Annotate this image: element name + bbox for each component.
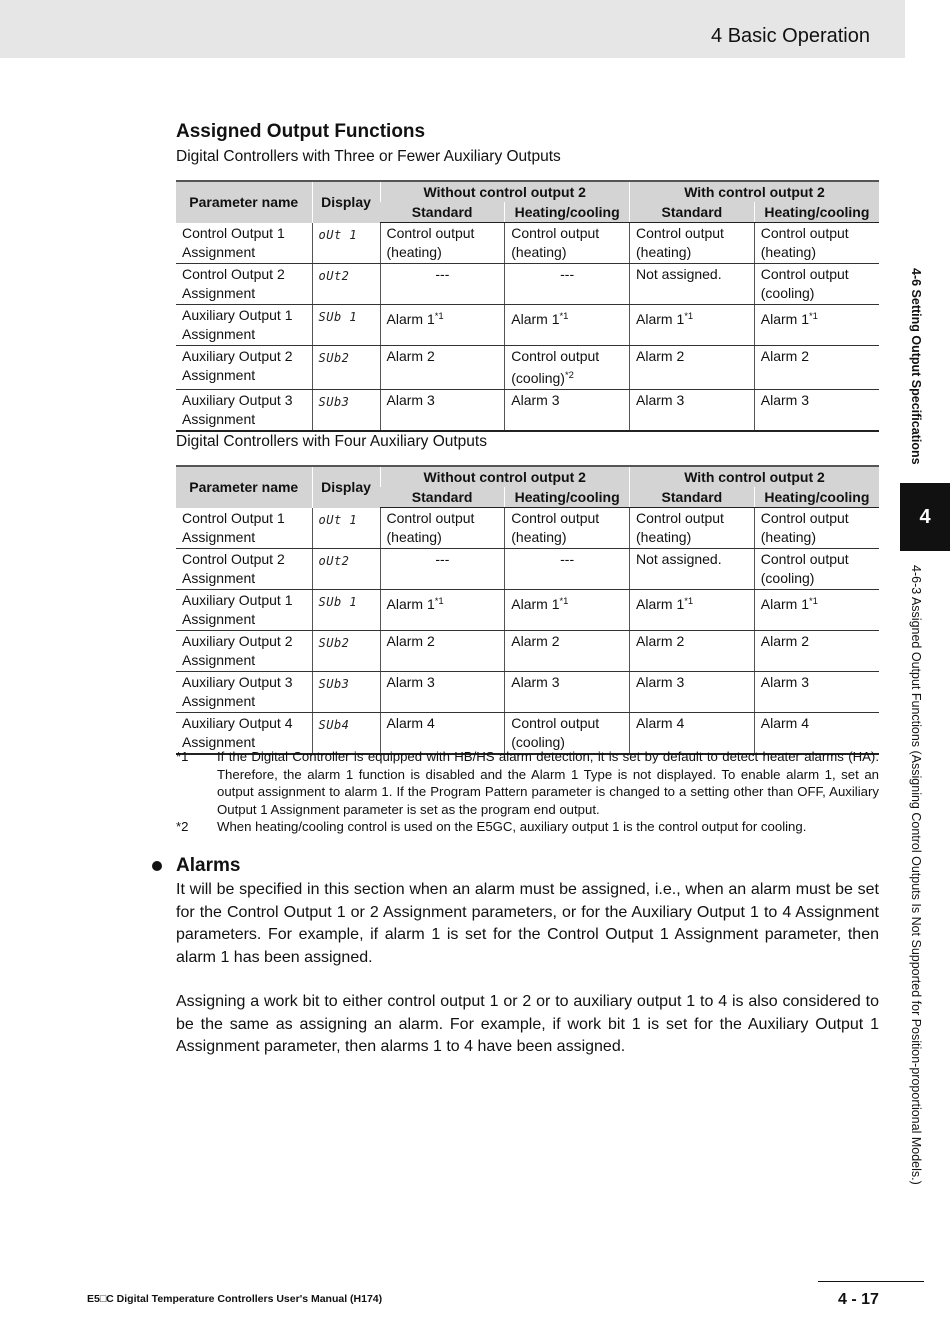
header-display: Display: [312, 466, 380, 508]
value-text: (cooling): [511, 370, 565, 386]
value-line: [761, 528, 873, 547]
value-line: [761, 284, 873, 303]
parameter-name-line: Control Output 2: [182, 266, 285, 282]
value-cell: [754, 390, 879, 432]
parameter-name-line: Assignment: [182, 528, 256, 545]
footnote-ref: *1: [434, 596, 444, 607]
header-with-control-output-2: With control output 2: [630, 181, 880, 202]
value-cell: [505, 508, 630, 549]
header-standard: Standard: [380, 202, 505, 223]
table-row: [176, 590, 879, 631]
value-text: Control output: [511, 715, 600, 731]
sidebar-subsection-label: 4-6-3 Assigned Output Functions (Assigning Control Outputs Is Not Supported for Position-proportional Models.): [909, 565, 923, 1185]
alarms-paragraph-1: It will be specified in this section when an alarm must be assigned, i.e., when an alarm must be set for the Control Output 1 or 2 Assignment parameters, or for the Auxiliary Output 1 to 4 Assignment parameters. For example, if alarm 1 is set for the Control Output 1 Assignment parameter, then alarm 1 has been assigned.: [176, 881, 879, 966]
table-row: [176, 223, 879, 264]
value-cell: [630, 672, 755, 713]
chapter-tab: 4: [900, 483, 950, 551]
value-cell: [754, 223, 879, 264]
value-line: [387, 224, 499, 243]
parameter-name-line: Assignment: [182, 243, 256, 260]
parameter-name-cell: [176, 346, 312, 390]
value-line: [761, 243, 873, 262]
value-text: Alarm 2: [636, 633, 685, 649]
value-cell: [630, 390, 755, 432]
chapter-title: 4 Basic Operation: [711, 25, 870, 47]
header-heating-cooling: Heating/cooling: [754, 202, 879, 223]
header-without-control-output-2: Without control output 2: [380, 466, 630, 487]
table-row: [176, 672, 879, 713]
value-text: Control output: [760, 266, 849, 282]
parameter-name-cell: [176, 264, 312, 305]
value-line: [636, 673, 748, 692]
parameter-name-cell: [176, 549, 312, 590]
parameter-name-cell: [176, 590, 312, 631]
value-text: (heating): [386, 529, 442, 545]
value-text: Alarm 1: [511, 596, 560, 612]
parameter-name-line: Assignment: [182, 734, 256, 750]
value-line: [761, 224, 873, 243]
footnote-mark: *1: [176, 749, 189, 764]
value-cell: [630, 305, 755, 346]
value-line: [636, 591, 748, 614]
table2-subtitle: Digital Controllers with Four Auxiliary Outputs: [176, 433, 487, 450]
value-line: [761, 714, 873, 733]
footnotes: [176, 748, 879, 836]
value-text: Alarm 2: [636, 348, 685, 364]
sidebar-section-label: 4-6 Setting Output Specifications: [909, 268, 923, 465]
value-cell: [505, 549, 630, 590]
value-cell: [505, 672, 630, 713]
table-body: [176, 508, 879, 755]
value-cell: [380, 390, 505, 432]
value-cell: [380, 590, 505, 631]
value-text: Alarm 4: [760, 715, 809, 731]
value-cell: [630, 346, 755, 390]
value-line: [511, 632, 623, 651]
display-code: SUb4: [312, 713, 380, 755]
value-cell: [380, 264, 505, 305]
value-line: [511, 714, 623, 733]
value-text: Control output: [760, 551, 849, 567]
value-cell: [630, 223, 755, 264]
value-cell: [630, 264, 755, 305]
parameter-name-cell: [176, 631, 312, 672]
value-line: [761, 591, 873, 614]
table-row: [176, 346, 879, 390]
value-line: [511, 243, 623, 262]
value-line: [636, 528, 748, 547]
value-text: Alarm 1: [386, 596, 435, 612]
table-row: [176, 631, 879, 672]
value-cell: [754, 631, 879, 672]
value-text: Control output: [636, 225, 724, 241]
value-line: [387, 243, 499, 262]
value-cell: [754, 305, 879, 346]
value-text: Alarm 3: [636, 674, 685, 690]
value-line: [511, 366, 623, 388]
parameter-name-line: Auxiliary Output 3: [182, 674, 293, 690]
value-line: [387, 509, 499, 528]
display-code: oUt 1: [312, 508, 380, 549]
table1-subtitle: Digital Controllers with Three or Fewer Auxiliary Outputs: [176, 148, 561, 165]
parameter-name-line: Control Output 1: [182, 224, 285, 241]
value-line: [511, 224, 623, 243]
footnote-mark: *2: [176, 819, 189, 835]
value-text: (heating): [511, 244, 567, 260]
parameter-name-line: Assignment: [182, 652, 256, 668]
value-cell: [754, 672, 879, 713]
value-text: Alarm 3: [511, 674, 560, 690]
header-parameter-name: Parameter name: [176, 466, 312, 508]
footnote-ref: *1: [684, 596, 694, 607]
value-cell: [380, 508, 505, 549]
alarms-heading-text: Alarms: [176, 855, 241, 876]
value-line: [636, 347, 748, 366]
value-line: [636, 509, 748, 528]
value-text: (heating): [636, 529, 692, 545]
value-line: [636, 714, 748, 733]
footnote-text: If the Digital Controller is equipped with HB/HS alarm detection, it is set by default to detect heater alarms (HA). Therefore, the alarm 1 function is disabled and the Alarm 1 Type is not displayed. To enable alarm 1, set an output assignment to alarm 1. If the Program Pattern parameter is changed to a setting other than OFF, Auxiliary Output 1 Assignment parameter is set as the program end output.: [217, 749, 879, 817]
parameter-name-line: Assignment: [182, 367, 256, 383]
value-cell: [754, 508, 879, 549]
value-text: Alarm 4: [636, 715, 685, 731]
value-line: [387, 632, 499, 651]
header-standard: Standard: [630, 202, 755, 223]
parameter-name-cell: [176, 508, 312, 549]
value-text: Alarm 3: [511, 392, 560, 408]
value-text: ---: [560, 551, 575, 567]
value-cell: [505, 390, 630, 432]
value-line: [387, 591, 499, 614]
header-without-control-output-2: Without control output 2: [380, 181, 630, 202]
display-code: SUb 1: [312, 590, 380, 631]
value-cell: [754, 264, 879, 305]
value-text: Alarm 1: [760, 596, 809, 612]
value-cell: [505, 631, 630, 672]
footnote-ref: *1: [684, 311, 694, 322]
value-cell: [505, 346, 630, 390]
value-line: [636, 243, 748, 262]
parameter-name-line: Assignment: [182, 570, 256, 586]
parameter-name-line: Auxiliary Output 2: [182, 348, 293, 364]
value-text: (heating): [386, 244, 442, 260]
value-text: Alarm 2: [760, 633, 809, 649]
footnote-ref: *1: [808, 311, 818, 322]
display-code: SUb2: [312, 631, 380, 672]
value-line: [636, 550, 748, 569]
value-text: Control output: [511, 225, 600, 241]
value-text: Alarm 2: [760, 348, 809, 364]
table-row: [176, 305, 879, 346]
value-text: Not assigned.: [636, 551, 722, 567]
value-text: Control output: [511, 510, 600, 526]
value-text: ---: [435, 551, 450, 567]
table-row: [176, 549, 879, 590]
parameter-name-line: Auxiliary Output 4: [182, 715, 293, 731]
value-line: [761, 265, 873, 284]
value-text: Control output: [386, 510, 475, 526]
parameter-name-line: Assignment: [182, 326, 256, 342]
value-line: [636, 632, 748, 651]
value-cell: [754, 346, 879, 390]
display-code: oUt2: [312, 549, 380, 590]
parameter-name-cell: [176, 305, 312, 346]
value-text: Alarm 2: [386, 633, 435, 649]
parameter-name-line: Assignment: [182, 693, 256, 709]
table-row: [176, 508, 879, 549]
value-line: [387, 550, 499, 569]
footnote-2: [176, 818, 879, 836]
value-line: [761, 509, 873, 528]
header-standard: Standard: [380, 487, 505, 508]
value-text: Alarm 1: [636, 311, 685, 327]
value-line: [387, 265, 499, 284]
value-cell: [380, 672, 505, 713]
footnote-text: When heating/cooling control is used on the E5GC, auxiliary output 1 is the control output for cooling.: [217, 819, 807, 835]
value-text: Alarm 2: [386, 348, 435, 364]
value-line: [387, 528, 499, 547]
value-cell: [380, 631, 505, 672]
page-number: 4 - 17: [838, 1291, 879, 1308]
value-line: [761, 632, 873, 651]
parameter-name-line: Auxiliary Output 1: [182, 592, 293, 608]
value-cell: [380, 346, 505, 390]
parameter-name-line: Control Output 1: [182, 509, 285, 526]
parameter-name-cell: [176, 223, 312, 264]
value-line: [387, 714, 499, 733]
value-cell: [630, 508, 755, 549]
value-line: [511, 391, 623, 410]
assignment-table-three-aux: [176, 180, 879, 432]
value-line: [511, 591, 623, 614]
value-text: Alarm 3: [760, 674, 809, 690]
value-text: Alarm 3: [760, 392, 809, 408]
value-text: Alarm 1: [760, 311, 809, 327]
value-cell: [630, 631, 755, 672]
display-code: SUb3: [312, 672, 380, 713]
value-line: [636, 224, 748, 243]
table-row: [176, 390, 879, 432]
value-line: [511, 509, 623, 528]
value-text: (cooling): [760, 285, 815, 301]
value-text: ---: [560, 266, 575, 282]
value-text: Not assigned.: [636, 266, 722, 282]
parameter-name-line: Auxiliary Output 3: [182, 392, 293, 408]
header-heating-cooling: Heating/cooling: [754, 487, 879, 508]
value-text: Control output: [636, 510, 724, 526]
footnote-ref: *1: [434, 311, 444, 322]
value-text: Alarm 1: [386, 311, 435, 327]
value-line: [761, 673, 873, 692]
value-cell: [630, 549, 755, 590]
parameter-name-line: Assignment: [182, 285, 256, 301]
table-body: [176, 223, 879, 432]
header-with-control-output-2: With control output 2: [630, 466, 880, 487]
header-heating-cooling: Heating/cooling: [505, 487, 630, 508]
value-line: [511, 550, 623, 569]
value-text: ---: [435, 266, 450, 282]
value-text: (heating): [760, 244, 817, 260]
value-text: Control output: [386, 225, 475, 241]
display-code: SUb3: [312, 390, 380, 432]
value-text: (heating): [760, 529, 817, 545]
display-code: oUt2: [312, 264, 380, 305]
display-code: SUb2: [312, 346, 380, 390]
value-line: [511, 528, 623, 547]
value-cell: [380, 549, 505, 590]
value-cell: [505, 223, 630, 264]
footer-rule: [818, 1281, 924, 1282]
header-heating-cooling: Heating/cooling: [505, 202, 630, 223]
alarms-heading: [152, 855, 240, 877]
manual-title: E5□C Digital Temperature Controllers User's Manual (H174): [87, 1293, 383, 1305]
value-cell: [505, 264, 630, 305]
value-cell: [754, 590, 879, 631]
value-text: Alarm 2: [511, 633, 560, 649]
parameter-name-line: Auxiliary Output 2: [182, 633, 293, 649]
header-display: Display: [312, 181, 380, 223]
value-text: Control output: [511, 348, 600, 364]
value-line: [636, 391, 748, 410]
parameter-name-cell: [176, 390, 312, 432]
value-cell: [505, 590, 630, 631]
value-line: [387, 391, 499, 410]
value-line: [761, 550, 873, 569]
display-code: SUb 1: [312, 305, 380, 346]
value-text: (heating): [636, 244, 692, 260]
value-line: [387, 347, 499, 366]
value-text: Alarm 3: [386, 674, 435, 690]
value-text: Alarm 1: [636, 596, 685, 612]
parameter-name-line: Assignment: [182, 411, 256, 427]
section-title: Assigned Output Functions: [176, 121, 426, 142]
parameter-name-line: Auxiliary Output 1: [182, 307, 293, 323]
footnote-ref: *1: [808, 596, 818, 607]
value-cell: [754, 549, 879, 590]
value-line: [761, 306, 873, 329]
value-line: [511, 347, 623, 366]
value-text: (heating): [511, 529, 567, 545]
value-line: [761, 569, 873, 588]
value-line: [387, 673, 499, 692]
value-text: (cooling): [511, 734, 565, 750]
display-code: oUt 1: [312, 223, 380, 264]
value-line: [636, 306, 748, 329]
value-line: [511, 306, 623, 329]
value-line: [636, 265, 748, 284]
value-cell: [380, 223, 505, 264]
value-cell: [380, 305, 505, 346]
value-line: [511, 673, 623, 692]
value-text: (cooling): [760, 570, 815, 586]
header-parameter-name: Parameter name: [176, 181, 312, 223]
parameter-name-line: Assignment: [182, 611, 256, 627]
footnote-ref: *2: [564, 370, 574, 381]
value-text: Alarm 3: [636, 392, 685, 408]
assignment-table-four-aux: [176, 465, 879, 755]
value-line: [761, 347, 873, 366]
value-text: Alarm 1: [511, 311, 560, 327]
value-text: Control output: [760, 510, 849, 526]
header-standard: Standard: [630, 487, 755, 508]
parameter-name-line: Control Output 2: [182, 551, 285, 567]
value-line: [761, 391, 873, 410]
value-line: [511, 265, 623, 284]
table-row: [176, 264, 879, 305]
value-cell: [630, 590, 755, 631]
footnote-ref: *1: [559, 311, 569, 322]
alarms-paragraph-2: Assigning a work bit to either control output 1 or 2 or to auxiliary output 1 to 4 is also considered to be the same as assigning an alarm. For example, if work bit 1 is set for the Auxiliary Output 1 Assignment parameter, then alarms 1 to 4 have been assigned.: [176, 993, 879, 1055]
bullet-icon: [152, 861, 162, 871]
value-text: Control output: [760, 225, 849, 241]
parameter-name-cell: [176, 672, 312, 713]
footnote-1: [176, 748, 879, 818]
value-line: [387, 306, 499, 329]
value-text: Alarm 3: [386, 392, 435, 408]
footnote-ref: *1: [559, 596, 569, 607]
value-text: Alarm 4: [386, 715, 435, 731]
value-cell: [505, 305, 630, 346]
